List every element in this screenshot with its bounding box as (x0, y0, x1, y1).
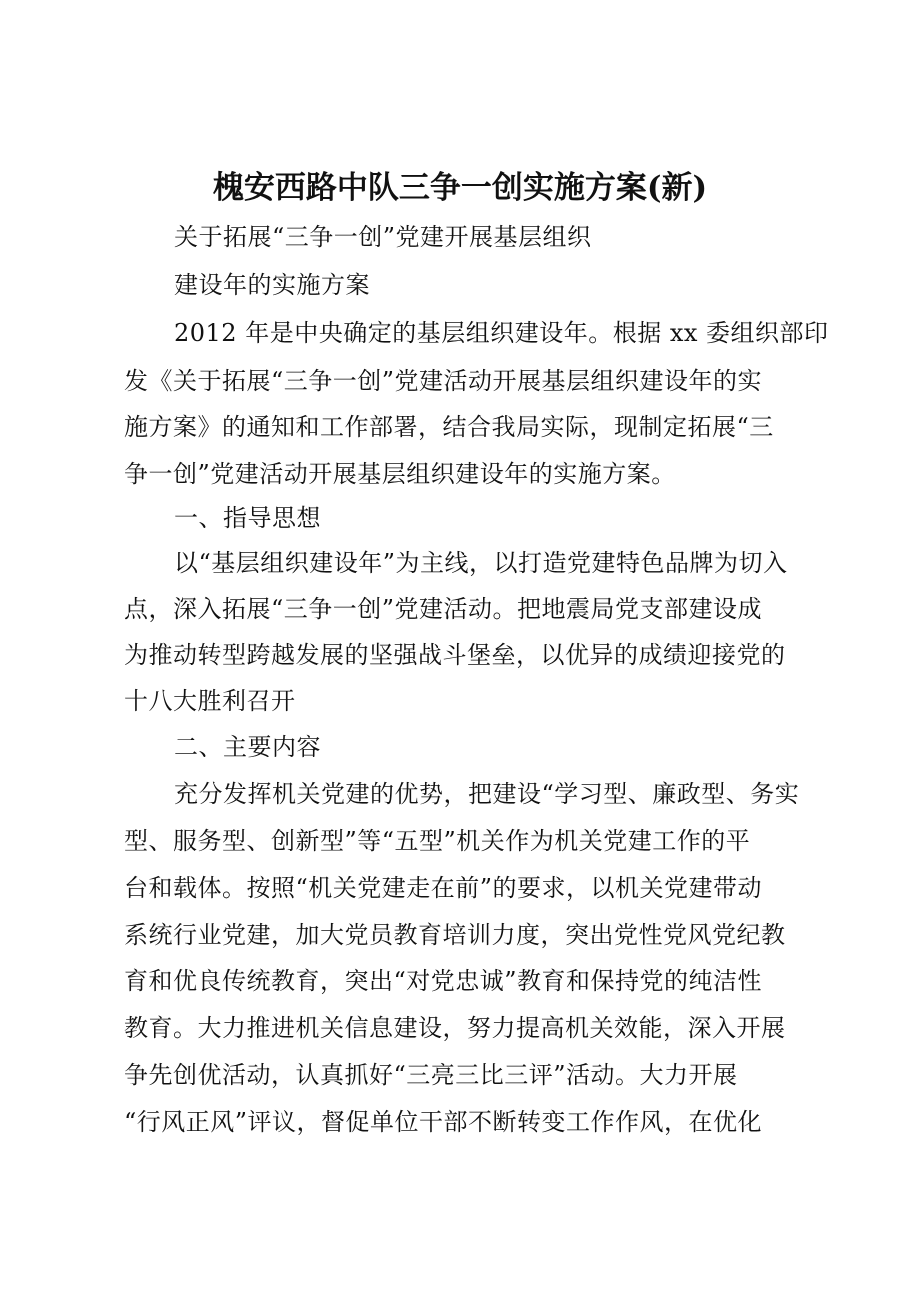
paragraph-line: 发《关于拓展“三争一创”党建活动开展基层组织建设年的实 (124, 367, 763, 395)
paragraph-line: 型、服务型、创新型”等“五型”机关作为机关党建工作的平 (124, 827, 751, 855)
paragraph-line: 育和优良传统教育，突出“对党忠诚”教育和保持党的纯洁性 (124, 967, 763, 995)
paragraph-line: 争一创”党建活动开展基层组织建设年的实施方案。 (124, 460, 676, 488)
paragraph-line: 为推动转型跨越发展的坚强战斗堡垒，以优异的成绩迎接党的 (124, 641, 786, 669)
paragraph-line: 点，深入拓展“三争一创”党建活动。把地震局党支部建设成 (124, 595, 763, 623)
paragraph-line: 充分发挥机关党建的优势，把建设“学习型、廉政型、务实 (174, 780, 800, 808)
paragraph-line: 争先创优活动，认真抓好“三亮三比三评”活动。大力开展 (124, 1061, 738, 1089)
paragraph-line: 施方案》的通知和工作部署，结合我局实际，现制定拓展“三 (124, 413, 774, 441)
paragraph-line: 教育。大力推进机关信息建设，努力提高机关效能，深入开展 (124, 1014, 786, 1042)
subtitle-line-1: 关于拓展“三争一创”党建开展基层组织 (174, 223, 592, 251)
paragraph-line: 台和载体。按照“机关党建走在前”的要求，以机关党建带动 (124, 874, 763, 902)
subtitle-line-2: 建设年的实施方案 (174, 271, 370, 299)
paragraph-line: 2012 年是中央确定的基层组织建设年。根据 xx 委组织部印 (174, 319, 829, 347)
paragraph-line: “行风正风”评议，督促单位干部不断转变工作作风，在优化 (124, 1108, 763, 1136)
paragraph-line: 系统行业党建，加大党员教育培训力度，突出党性党风党纪教 (124, 921, 786, 949)
section-heading-guiding-thought: 一、指导思想 (174, 504, 321, 532)
section-heading-main-content: 二、主要内容 (174, 733, 321, 761)
paragraph-line: 以“基层组织建设年”为主线，以打造党建特色品牌为切入 (174, 549, 788, 577)
paragraph-line: 十八大胜利召开 (124, 687, 296, 715)
document-title: 槐安西路中队三争一创实施方案(新) (212, 170, 708, 206)
